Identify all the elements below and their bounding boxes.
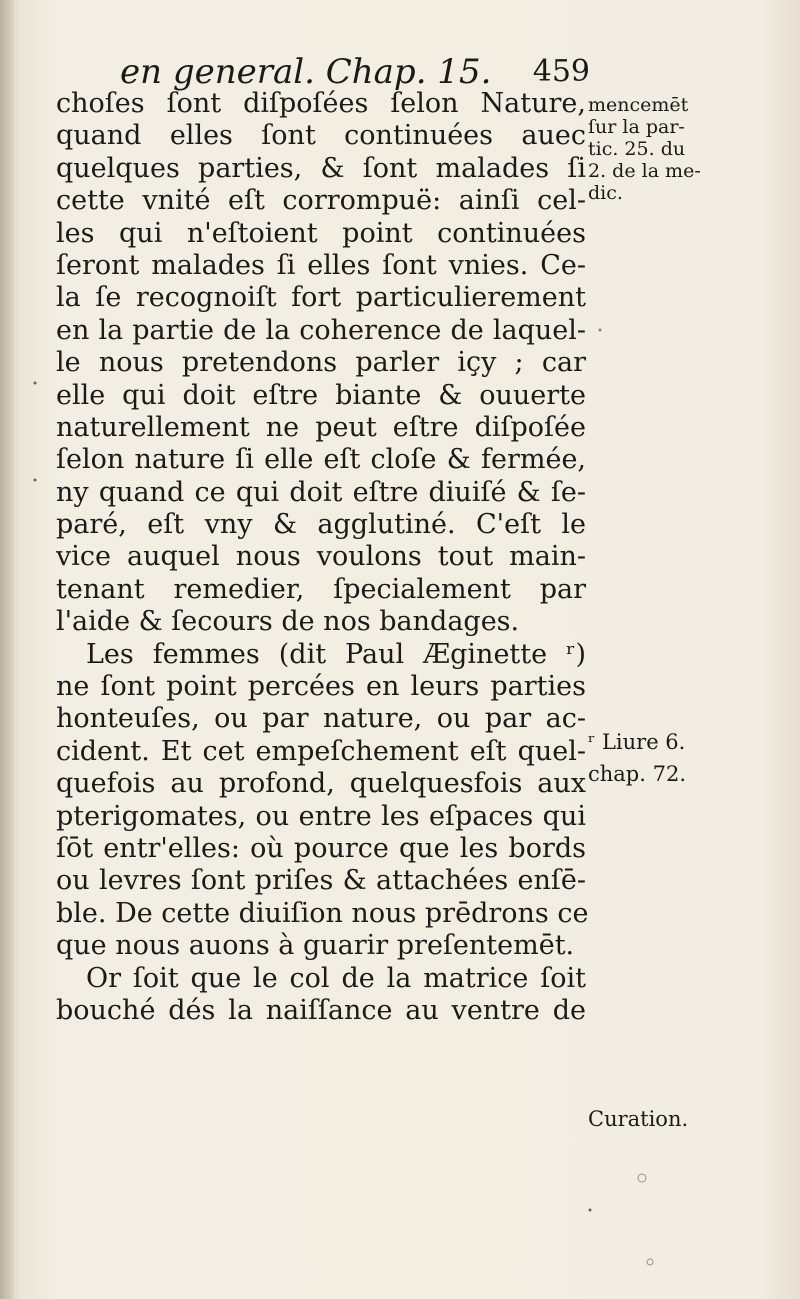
text-line: Or ſoit que le col de la matrice ſoit: [86, 962, 586, 994]
text-line: choſes ſont diſpoſées ſelon Nature,: [56, 88, 586, 119]
text-line: quand elles ſont continuées auec: [56, 120, 586, 152]
text-line: ſeront malades ſi elles ſont vnies. Ce-: [56, 249, 586, 281]
margin-note-reference: [588, 94, 793, 204]
margin-note-line: 2. de la me-: [588, 160, 701, 182]
text-line: vice auquel nous voulons tout main-: [56, 541, 586, 573]
running-head: [120, 52, 590, 92]
text-line: cident. Et cet empeſchement eſt quel-: [56, 735, 586, 767]
text-line: ne ſont point percées en leurs parties: [56, 671, 586, 703]
text-line: le nous pretendons parler içy ; car: [56, 347, 586, 379]
text-line: honteuſes, ou par nature, ou par ac-: [56, 703, 586, 735]
text-line: ſōt entr'elles: où pource que les bords: [56, 832, 586, 864]
margin-note-line: dic.: [588, 182, 623, 204]
text-line: bouché dés la naiſſance au ventre de: [56, 994, 586, 1026]
text-line: quefois au profond, quelquesfois aux: [56, 768, 586, 800]
binding-edge: [0, 0, 14, 1299]
text-line: en la partie de la coherence de laquel-: [56, 314, 586, 346]
text-line: cette vnité eſt corrompuë: ainſi cel-: [56, 185, 586, 217]
text-line: les qui n'eſtoient point continuées: [56, 217, 586, 249]
text-line: Les femmes (dit Paul Æginette ʳ): [86, 638, 586, 670]
margin-note-line: chap. 72.: [588, 762, 686, 786]
text-line: ſelon nature ſi elle eſt cloſe & fermée,: [56, 444, 586, 476]
margin-note-line: tic. 25. du: [588, 138, 686, 160]
text-line: la ſe recognoiſt fort particulierement: [56, 282, 586, 314]
text-line: paré, eſt vny & agglutiné. C'eſt le: [56, 509, 586, 541]
margin-note-citation: [588, 726, 793, 790]
body-text: [56, 88, 589, 1027]
text-line: tenant remedier, ſpecialement par: [56, 573, 586, 605]
margin-note-line: ſur la par-: [588, 116, 685, 138]
margin-note-line: Curation.: [588, 1107, 689, 1131]
text-line: ou levres ſont priſes & attachées enſē-: [56, 865, 586, 897]
text-line: l'aide & ſecours de nos bandages.: [56, 606, 520, 638]
text-line: ble. De cette diuiſion nous prēdrons ce: [56, 897, 589, 929]
page-number: 459: [532, 54, 590, 89]
running-head-title: en general. Chap. 15.: [120, 52, 492, 92]
text-line: quelques parties, & ſont malades ſi: [56, 152, 586, 184]
text-line: pterigomates, ou entre les eſpaces qui: [56, 800, 586, 832]
margin-note-line: ʳ Liure 6.: [588, 730, 686, 754]
text-line: elle qui doit eſtre biante & ouuerte: [56, 379, 586, 411]
text-line: naturellement ne peut eſtre diſpoſée: [56, 411, 586, 443]
text-line: que nous auons à guarir preſentemēt.: [56, 930, 575, 962]
margin-note-heading: [588, 1108, 793, 1130]
text-line: ny quand ce qui doit eſtre diuiſé & ſe-: [56, 476, 586, 508]
margin-note-line: mencemēt: [588, 94, 689, 116]
